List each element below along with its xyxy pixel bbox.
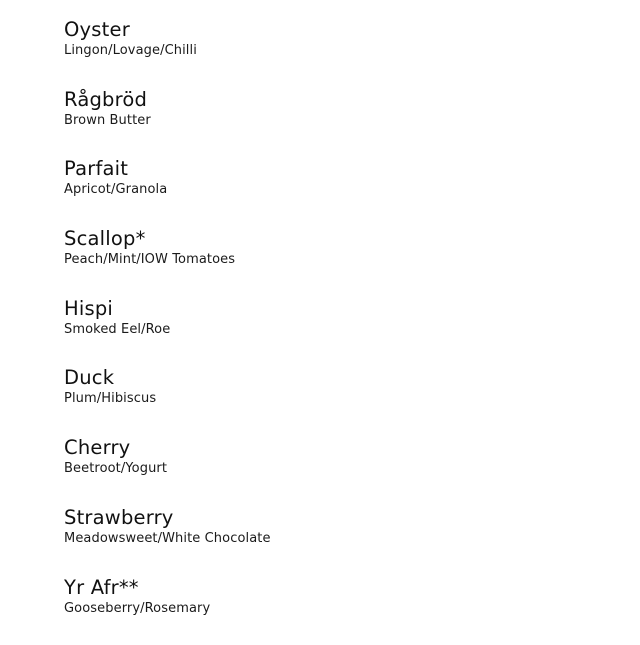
menu-course <box>64 88 604 158</box>
tasting-menu <box>64 18 604 645</box>
course-description: Plum/Hibiscus <box>64 390 604 408</box>
course-description: Apricot/Granola <box>64 181 604 199</box>
course-description: Smoked Eel/Roe <box>64 321 604 339</box>
menu-course <box>64 297 604 367</box>
course-description: Meadowsweet/White Chocolate <box>64 530 604 548</box>
menu-course <box>64 576 604 645</box>
course-name: Yr Afr** <box>64 576 604 600</box>
course-name: Strawberry <box>64 506 604 530</box>
course-name: Scallop* <box>64 227 604 251</box>
course-name: Hispi <box>64 297 604 321</box>
course-description: Gooseberry/Rosemary <box>64 600 604 618</box>
course-description: Peach/Mint/IOW Tomatoes <box>64 251 604 269</box>
course-name: Rågbröd <box>64 88 604 112</box>
course-description: Lingon/Lovage/Chilli <box>64 42 604 60</box>
menu-course <box>64 506 604 576</box>
course-description: Beetroot/Yogurt <box>64 460 604 478</box>
menu-course <box>64 157 604 227</box>
course-name: Duck <box>64 366 604 390</box>
menu-course <box>64 18 604 88</box>
menu-course <box>64 366 604 436</box>
menu-course <box>64 227 604 297</box>
course-name: Parfait <box>64 157 604 181</box>
course-name: Oyster <box>64 18 604 42</box>
course-description: Brown Butter <box>64 112 604 130</box>
menu-course <box>64 436 604 506</box>
course-name: Cherry <box>64 436 604 460</box>
